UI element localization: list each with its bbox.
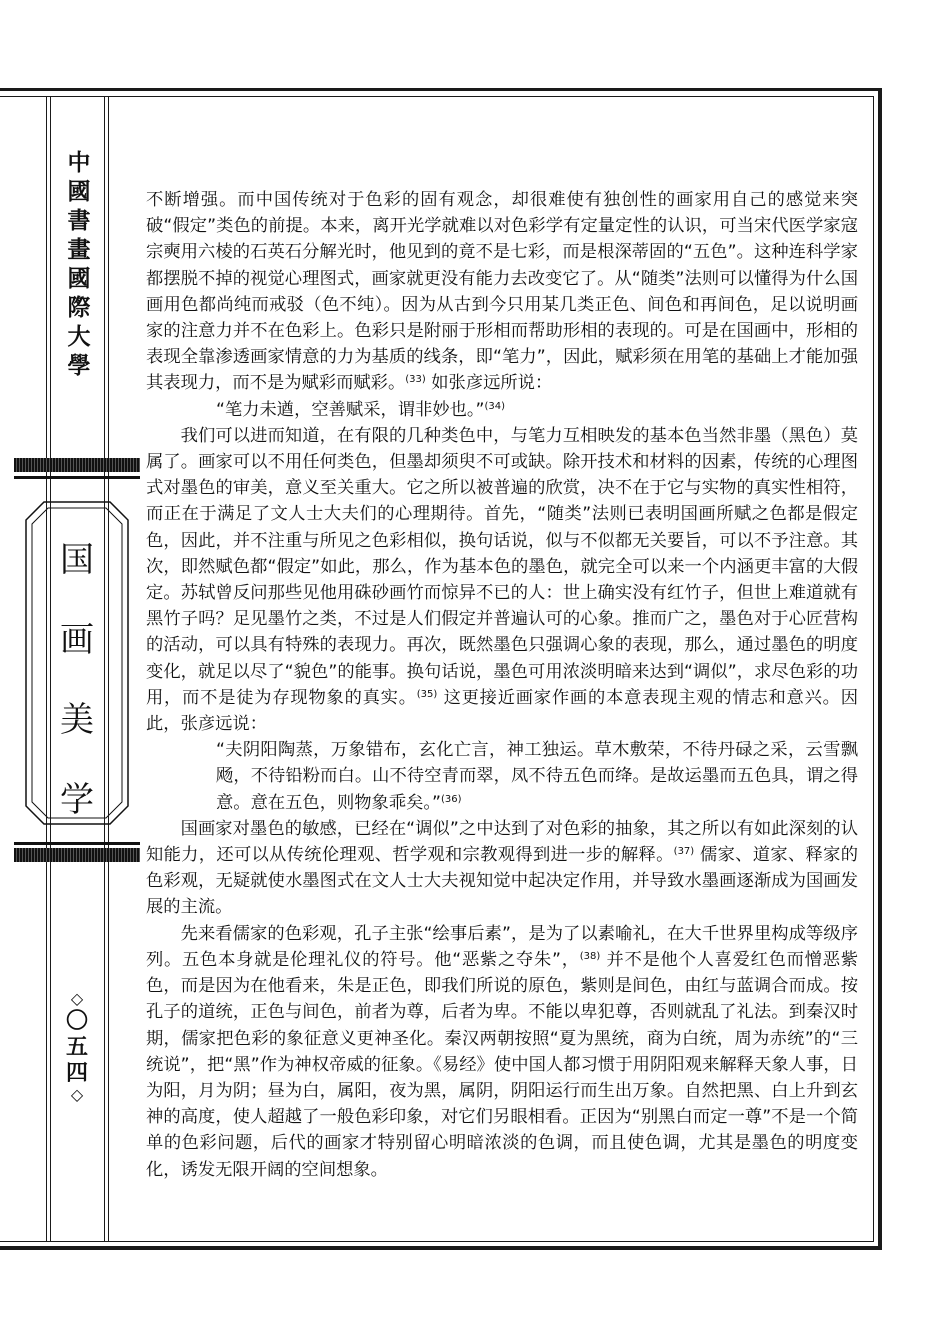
paragraph-text: 我们可以进而知道，在有限的几种类色中，与笔力互相映发的基本色当然非墨（黑色）莫属了。画家可以不用任何类色，但墨却须臾不可或缺。除开技术和材料的因素，传统的心理图式对墨色的审美，意义至关重大。它之所以被普遍的欣赏，决不在于它与实物的真实性相符，而正在于满足了文人士大夫们的心理期待。首先，“随类”法则已表明国画所赋之色都是假定色，因此，并不注重与所见之色彩相似，换句话说，似与不似都无关要旨，可以不予注意。其次，即然赋色都“假定”如此，那么，作为基本色的墨色，就完全可以来一个内涵更丰富的大假定。苏轼曾反问那些见他用硃砂画竹而惊异不已的人：世上确实没有红竹子，但世上难道就有黑竹子吗？足见墨竹之类，不过是人们假定并普遍认可的心象。推而广之，墨色对于心匠营构的活动，可以具有特殊的表现力。再次，既然墨色只强调心象的表现，那么，通过墨色的明度变化，就足以尽了“貌色”的能事。换句话说，墨色可用浓淡明暗来达到“调似”，求尽色彩的功用，而不是徒为存现物象的真实。 xyxy=(146,425,858,708)
footnote-ref: (37) xyxy=(673,846,695,858)
paragraph-text: 国画家对墨色的敏感，已经在“调似”之中达到了对色彩的抽象，其之所以有如此深刻的认知能力，还可以从传统伦理观、哲学观和宗教观得到进一步的解释。 xyxy=(146,818,858,866)
paragraph xyxy=(146,187,858,397)
ornament-bar-bottom xyxy=(14,848,140,862)
paragraph-text: 如张彦远所说： xyxy=(425,373,553,394)
quote-text: “笔力未遒，空善赋采，谓非妙也。” xyxy=(216,399,485,420)
paragraph xyxy=(146,921,858,1183)
paragraph xyxy=(146,423,858,737)
university-char: 學 xyxy=(67,352,91,379)
ornament-rule-top xyxy=(14,476,140,479)
paragraph-text: 先来看儒家的色彩观，孔子主张“绘事后素”，是为了以素喻礼，在大千世界里构成等级序列。五色本身就是伦理礼仪的符号。他“恶紫之夺朱”， xyxy=(146,923,858,970)
footnote-ref: (33) xyxy=(405,374,426,386)
footnote-ref: (36) xyxy=(440,793,462,805)
block-quote xyxy=(146,737,858,816)
paragraph-text: 并不是他个人喜爱红色而憎恶紫色，而是因为在他看来，朱是正色，即我们所说的原色，紫则是间色，由红与蓝调合而成。按孔子的道统，正色与间色，前者为尊，后者为卑。不能以卑犯尊，否则就乱了礼法。到秦汉时期，儒家把色彩的象征意义更神圣化。秦汉两朝按照“夏为黑统，商为白统，周为赤统”的“三统说”，把“黑”作为神权帝威的征象。《易经》使中国人都习惯于用阴阳观来解释天象人事，日为阳，月为阴；昼为白，属阳，夜为黑，属阴，阴阳运行而生出万象。自然把黑、白上升到玄神的高度，使人超越了一般色彩印象，对它们另眼相看。正因为“别黑白而定一尊”不是一个简单的色彩问题，后代的画家才特别留心明暗浓淡的色调，而且使色调，尤其是墨色的明度变化，诱发无限开阔的空间想象。 xyxy=(146,949,858,1180)
footnote-ref: (34) xyxy=(484,400,506,412)
university-char: 國 xyxy=(67,265,91,292)
page-number-char: 四 xyxy=(65,1060,88,1086)
paragraph-text: 儒家、道家、释家的色彩观，无疑就使水墨图式在文人士大夫视知觉中起决定作用，并导致水墨画逐渐成为国画发展的主流。 xyxy=(146,845,858,918)
book-title-char: 画 xyxy=(60,620,94,660)
university-name-vertical xyxy=(64,148,94,380)
diamond-icon: ◇ xyxy=(70,1085,84,1104)
footnote-ref: (35) xyxy=(416,688,438,700)
paragraph xyxy=(146,816,858,921)
book-title-vertical xyxy=(22,520,132,840)
page-number-char: 五 xyxy=(65,1034,88,1060)
university-char: 大 xyxy=(67,323,91,350)
university-char: 際 xyxy=(67,294,91,321)
footnote-ref: (38) xyxy=(579,950,601,962)
page-number-char: 〇 xyxy=(65,1008,88,1034)
university-char: 書 xyxy=(67,207,91,234)
paragraph-text: 这更接近画家作画的本意表现主观的情志和意兴。因此，张彦远说： xyxy=(146,687,858,735)
book-title-char: 美 xyxy=(60,700,94,740)
ornament-bar-top xyxy=(14,458,140,472)
university-char: 畫 xyxy=(67,236,91,263)
body-text xyxy=(146,187,858,1183)
paragraph-text: 不断增强。而中国传统对于色彩的固有观念，却很难使有独创性的画家用自己的感觉来突破“假定”类色的前提。本来，离开光学就难以对色彩学有定量定性的认识，可当宋代医学家寇宗奭用六棱的石英石分解光时，他见到的竟不是七彩，而是根深蒂固的“五色”。这种连科学家都摆脱不掉的视觉心理图式，画家就更没有能力去改变它了。从“随类”法则可以懂得为什么国画用色都尚纯而戒驳（色不纯）。因为从古到今只用某几类正色、间色和再间色，足以说明画家的注意力并不在色彩上。色彩只是附丽于形相而帮助形相的表现的。可是在国画中，形相的表现全靠渗透画家情意的力为基质的线条，即“笔力”，因此，赋彩须在用笔的基础上才能加强其表现力，而不是为赋彩而赋彩。 xyxy=(146,190,858,394)
page-number-vertical xyxy=(62,990,92,1104)
block-quote xyxy=(146,397,858,423)
university-char: 國 xyxy=(67,178,91,205)
book-title-char: 学 xyxy=(60,780,94,820)
book-title-cartouche xyxy=(22,498,132,828)
university-char: 中 xyxy=(67,149,91,176)
diamond-icon: ◇ xyxy=(70,989,84,1008)
quote-text: “夫阴阳陶蒸，万象错布，玄化亡言，神工独运。草木敷荣，不待丹碌之采，云雪飘飏，不待铅粉而白。山不待空青而翠，凤不待五色而绛。是故运墨而五色具，谓之得意。意在五色，则物象乖矣。” xyxy=(216,740,858,813)
book-title-char: 国 xyxy=(60,540,94,580)
ornament-rule-bottom xyxy=(14,842,140,845)
